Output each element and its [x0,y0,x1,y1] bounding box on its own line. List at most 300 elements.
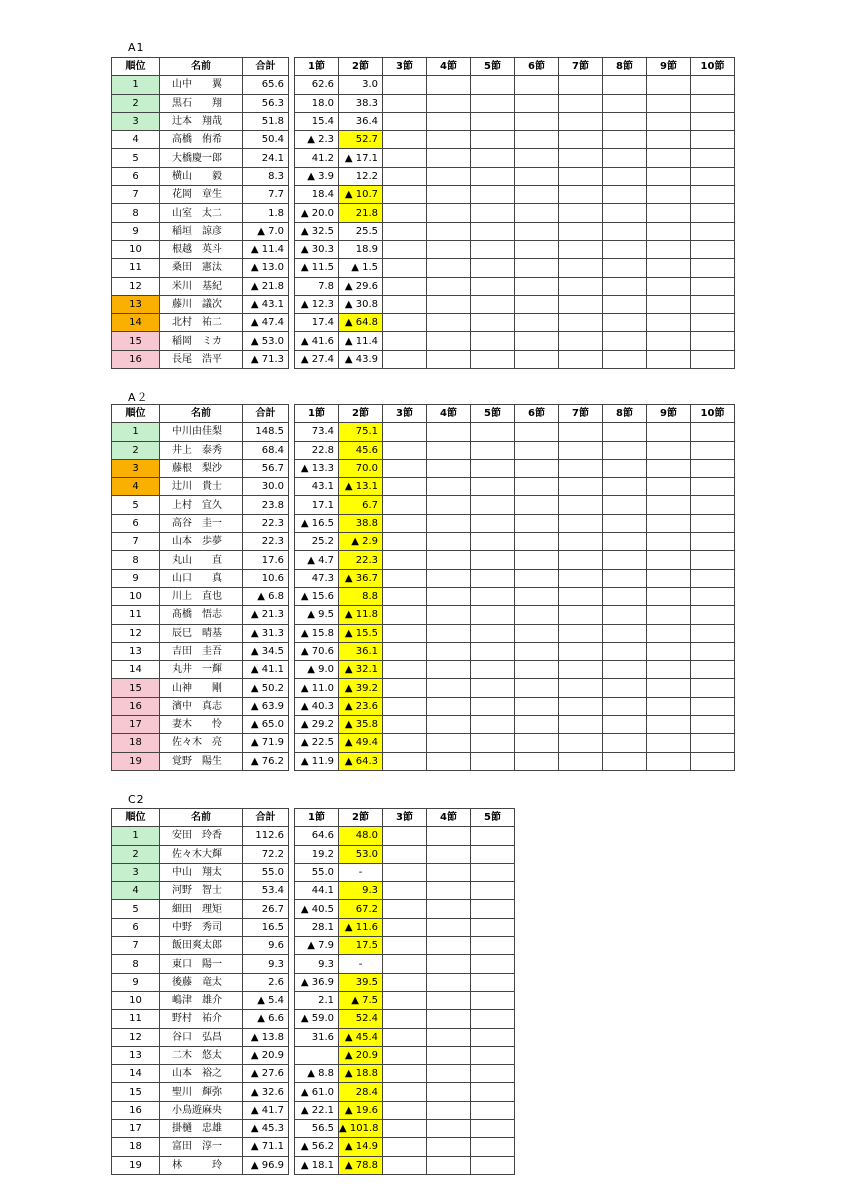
round-1-score: ▲ 61.0 [295,1083,339,1101]
empty-round-cell [647,606,691,624]
empty-round-cell [603,350,647,368]
empty-round-cell [427,94,471,112]
round-2-score: ▲ 30.8 [339,295,383,313]
empty-round-cell [647,478,691,496]
empty-round-cell [691,661,735,679]
player-name: 根越 英斗 [160,240,243,258]
round-2-score: - [339,955,383,973]
empty-round-cell [559,295,603,313]
rank-cell: 8 [112,204,160,222]
round-1-score: 17.4 [295,314,339,332]
round-1-score: ▲ 22.1 [295,1101,339,1119]
empty-round-cell [559,459,603,477]
table-row [112,112,735,130]
empty-round-cell [647,259,691,277]
empty-round-cell [383,112,427,130]
empty-round-cell [383,149,427,167]
empty-round-cell [603,295,647,313]
round-2-score: ▲ 45.4 [339,1028,383,1046]
rank-cell: 8 [112,955,160,973]
total-score: 26.7 [243,900,289,918]
empty-round-cell [647,642,691,660]
empty-round-cell [427,827,471,845]
empty-round-cell [471,514,515,532]
total-score: 22.3 [243,514,289,532]
rank-cell: 11 [112,259,160,277]
empty-round-cell [383,606,427,624]
round-1-score: 9.3 [295,955,339,973]
empty-round-cell [427,131,471,149]
table-row [112,1138,515,1156]
player-name: 桑田 憲汰 [160,259,243,277]
rank-cell: 6 [112,167,160,185]
round-1-score: ▲ 30.3 [295,240,339,258]
player-name: 米川 基紀 [160,277,243,295]
round-1-score: 41.2 [295,149,339,167]
round-2-score: 12.2 [339,167,383,185]
empty-round-cell [427,551,471,569]
header-round: 1節 [295,405,339,423]
header-total: 合計 [243,405,289,423]
round-2-score: ▲ 49.4 [339,734,383,752]
table-row [112,295,735,313]
rank-cell: 16 [112,350,160,368]
empty-round-cell [691,131,735,149]
round-2-score: 18.9 [339,240,383,258]
empty-round-cell [383,863,427,881]
round-1-score: ▲ 40.3 [295,697,339,715]
rank-cell: 12 [112,624,160,642]
empty-round-cell [691,697,735,715]
empty-round-cell [427,1138,471,1156]
table-row [112,423,735,441]
empty-round-cell [559,716,603,734]
rank-cell: 3 [112,459,160,477]
total-score: 2.6 [243,973,289,991]
table-row [112,569,735,587]
round-2-score: ▲ 36.7 [339,569,383,587]
total-score: 24.1 [243,149,289,167]
round-1-score: 55.0 [295,863,339,881]
table-row [112,734,735,752]
empty-round-cell [383,167,427,185]
empty-round-cell [603,606,647,624]
total-score: 23.8 [243,496,289,514]
empty-round-cell [647,551,691,569]
empty-round-cell [471,1065,515,1083]
empty-round-cell [383,1156,427,1174]
table-row [112,827,515,845]
round-2-score: ▲ 10.7 [339,186,383,204]
empty-round-cell [515,533,559,551]
total-score: 53.4 [243,882,289,900]
rank-cell: 1 [112,76,160,94]
empty-round-cell [471,204,515,222]
empty-round-cell [691,734,735,752]
round-1-score: 19.2 [295,845,339,863]
empty-round-cell [559,167,603,185]
empty-round-cell [691,642,735,660]
header-round: 7節 [559,58,603,76]
table-row [112,937,515,955]
empty-round-cell [383,716,427,734]
player-name: 辰巳 晴基 [160,624,243,642]
round-1-score: 15.4 [295,112,339,130]
table-row [112,533,735,551]
table-c2 [111,808,515,1175]
table-row [112,1046,515,1064]
empty-round-cell [383,131,427,149]
total-score: 10.6 [243,569,289,587]
empty-round-cell [383,551,427,569]
empty-round-cell [471,240,515,258]
empty-round-cell [427,259,471,277]
empty-round-cell [471,533,515,551]
player-name: 髙橋 悟志 [160,606,243,624]
empty-round-cell [427,332,471,350]
empty-round-cell [515,459,559,477]
empty-round-cell [471,295,515,313]
empty-round-cell [603,222,647,240]
round-2-score: 45.6 [339,441,383,459]
empty-round-cell [559,149,603,167]
table-row [112,551,735,569]
empty-round-cell [427,204,471,222]
header-round: 6節 [515,58,559,76]
empty-round-cell [427,459,471,477]
header-name: 名前 [160,58,243,76]
empty-round-cell [471,259,515,277]
empty-round-cell [383,1120,427,1138]
empty-round-cell [427,1046,471,1064]
player-name: 山中 翼 [160,76,243,94]
empty-round-cell [427,587,471,605]
round-1-score: ▲ 27.4 [295,350,339,368]
empty-round-cell [383,186,427,204]
empty-round-cell [691,459,735,477]
empty-round-cell [427,423,471,441]
empty-round-cell [515,423,559,441]
round-2-score: ▲ 11.4 [339,332,383,350]
header-round: 9節 [647,405,691,423]
round-1-score: 43.1 [295,478,339,496]
empty-round-cell [647,186,691,204]
total-score: ▲ 21.3 [243,606,289,624]
player-name: 二木 悠太 [160,1046,243,1064]
round-1-score: ▲ 41.6 [295,332,339,350]
empty-round-cell [691,222,735,240]
total-score: 72.2 [243,845,289,863]
round-1-score: ▲ 20.0 [295,204,339,222]
table-row [112,991,515,1009]
empty-round-cell [647,204,691,222]
empty-round-cell [515,496,559,514]
header-rank: 順位 [112,58,160,76]
total-score: ▲ 71.9 [243,734,289,752]
table-row [112,587,735,605]
empty-round-cell [471,900,515,918]
player-name: 濱中 真志 [160,697,243,715]
empty-round-cell [559,423,603,441]
empty-round-cell [559,496,603,514]
player-name: 山室 太二 [160,204,243,222]
player-name: 野村 祐介 [160,1010,243,1028]
empty-round-cell [383,441,427,459]
empty-round-cell [647,441,691,459]
table-row [112,642,735,660]
empty-round-cell [515,569,559,587]
empty-round-cell [647,112,691,130]
round-2-score: 67.2 [339,900,383,918]
rank-cell: 13 [112,642,160,660]
empty-round-cell [471,441,515,459]
total-score: ▲ 76.2 [243,752,289,770]
empty-round-cell [383,1065,427,1083]
table-row [112,478,735,496]
empty-round-cell [559,259,603,277]
total-score: ▲ 43.1 [243,295,289,313]
round-1-score: ▲ 15.6 [295,587,339,605]
empty-round-cell [515,514,559,532]
empty-round-cell [603,259,647,277]
empty-round-cell [471,752,515,770]
rank-cell: 1 [112,827,160,845]
table-row [112,606,735,624]
round-1-score: ▲ 8.8 [295,1065,339,1083]
empty-round-cell [427,277,471,295]
empty-round-cell [427,76,471,94]
total-score: ▲ 50.2 [243,679,289,697]
empty-round-cell [471,459,515,477]
empty-round-cell [647,332,691,350]
rank-cell: 19 [112,1156,160,1174]
player-name: 山神 剛 [160,679,243,697]
player-name: 河野 智士 [160,882,243,900]
empty-round-cell [471,94,515,112]
empty-round-cell [647,734,691,752]
empty-round-cell [515,624,559,642]
empty-round-cell [515,716,559,734]
player-name: 辻川 貴士 [160,478,243,496]
rank-cell: 14 [112,661,160,679]
rank-cell: 19 [112,752,160,770]
empty-round-cell [647,167,691,185]
empty-round-cell [603,587,647,605]
empty-round-cell [471,1046,515,1064]
table-a2 [111,404,735,771]
round-1-score: 18.0 [295,94,339,112]
empty-round-cell [471,991,515,1009]
empty-round-cell [471,697,515,715]
total-score: ▲ 6.8 [243,587,289,605]
total-score: 1.8 [243,204,289,222]
rank-cell: 5 [112,900,160,918]
round-1-score: 22.8 [295,441,339,459]
table-row [112,661,735,679]
rank-cell: 5 [112,496,160,514]
empty-round-cell [427,533,471,551]
table-row [112,624,735,642]
empty-round-cell [515,441,559,459]
empty-round-cell [427,496,471,514]
empty-round-cell [471,350,515,368]
empty-round-cell [515,76,559,94]
rank-cell: 16 [112,1101,160,1119]
rank-cell: 18 [112,734,160,752]
empty-round-cell [691,606,735,624]
round-2-score: ▲ 64.3 [339,752,383,770]
empty-round-cell [515,350,559,368]
round-1-score: 44.1 [295,882,339,900]
round-2-score: ▲ 7.5 [339,991,383,1009]
table-row [112,204,735,222]
total-score: ▲ 47.4 [243,314,289,332]
player-name: 大橋慶一郎 [160,149,243,167]
header-round: 1節 [295,809,339,827]
round-2-score: ▲ 64.8 [339,314,383,332]
empty-round-cell [383,569,427,587]
rank-cell: 11 [112,606,160,624]
header-round: 8節 [603,58,647,76]
table-row [112,845,515,863]
player-name: 東口 陽一 [160,955,243,973]
empty-round-cell [383,900,427,918]
table-row [112,186,735,204]
empty-round-cell [559,514,603,532]
empty-round-cell [603,478,647,496]
total-score: 22.3 [243,533,289,551]
empty-round-cell [383,76,427,94]
rank-cell: 10 [112,587,160,605]
empty-round-cell [647,131,691,149]
empty-round-cell [427,661,471,679]
total-score: ▲ 71.1 [243,1138,289,1156]
empty-round-cell [471,1138,515,1156]
round-1-score: ▲ 70.6 [295,642,339,660]
empty-round-cell [647,423,691,441]
player-name: 中山 翔太 [160,863,243,881]
player-name: 藤根 梨沙 [160,459,243,477]
empty-round-cell [559,240,603,258]
round-1-score: 2.1 [295,991,339,1009]
empty-round-cell [471,734,515,752]
empty-round-cell [515,277,559,295]
empty-round-cell [383,661,427,679]
empty-round-cell [383,295,427,313]
total-score: ▲ 71.3 [243,350,289,368]
rank-cell: 15 [112,1083,160,1101]
empty-round-cell [471,149,515,167]
header-row [112,405,735,423]
empty-round-cell [559,624,603,642]
empty-round-cell [647,149,691,167]
empty-round-cell [427,606,471,624]
empty-round-cell [471,642,515,660]
round-1-score: 25.2 [295,533,339,551]
total-score: 8.3 [243,167,289,185]
rank-cell: 3 [112,112,160,130]
empty-round-cell [383,973,427,991]
empty-round-cell [559,204,603,222]
empty-round-cell [427,1065,471,1083]
round-2-score: ▲ 1.5 [339,259,383,277]
empty-round-cell [515,661,559,679]
total-score: ▲ 41.7 [243,1101,289,1119]
player-name: 丸山 直 [160,551,243,569]
round-2-score: 21.8 [339,204,383,222]
table-row [112,167,735,185]
round-1-score: 31.6 [295,1028,339,1046]
round-1-score: ▲ 16.5 [295,514,339,532]
empty-round-cell [383,94,427,112]
empty-round-cell [471,551,515,569]
empty-round-cell [559,752,603,770]
header-name: 名前 [160,809,243,827]
empty-round-cell [383,459,427,477]
empty-round-cell [647,350,691,368]
rank-cell: 8 [112,551,160,569]
empty-round-cell [471,918,515,936]
table-c2-label: C2 [128,793,145,806]
empty-round-cell [383,1083,427,1101]
empty-round-cell [383,734,427,752]
round-2-score: ▲ 78.8 [339,1156,383,1174]
round-1-score: ▲ 3.9 [295,167,339,185]
empty-round-cell [427,1028,471,1046]
player-name: 上村 宜久 [160,496,243,514]
player-name: 丸井 一輝 [160,661,243,679]
empty-round-cell [603,112,647,130]
table-row [112,514,735,532]
player-name: 中野 秀司 [160,918,243,936]
table-row [112,697,735,715]
empty-round-cell [691,752,735,770]
empty-round-cell [471,827,515,845]
empty-round-cell [603,496,647,514]
player-name: 中川由佳梨 [160,423,243,441]
empty-round-cell [471,1101,515,1119]
empty-round-cell [647,624,691,642]
rank-cell: 2 [112,94,160,112]
empty-round-cell [603,76,647,94]
empty-round-cell [691,204,735,222]
empty-round-cell [471,277,515,295]
empty-round-cell [603,441,647,459]
empty-round-cell [559,277,603,295]
empty-round-cell [515,734,559,752]
empty-round-cell [515,222,559,240]
round-2-score: ▲ 11.8 [339,606,383,624]
empty-round-cell [427,991,471,1009]
round-2-score: 8.8 [339,587,383,605]
round-2-score: 36.4 [339,112,383,130]
total-score: ▲ 7.0 [243,222,289,240]
round-2-score: - [339,863,383,881]
total-score: 56.7 [243,459,289,477]
empty-round-cell [691,277,735,295]
empty-round-cell [691,94,735,112]
empty-round-cell [691,112,735,130]
table-row [112,716,735,734]
rank-cell: 9 [112,973,160,991]
empty-round-cell [427,222,471,240]
rank-cell: 7 [112,533,160,551]
empty-round-cell [515,94,559,112]
round-1-score: 28.1 [295,918,339,936]
empty-round-cell [471,112,515,130]
empty-round-cell [471,76,515,94]
round-1-score: 62.6 [295,76,339,94]
